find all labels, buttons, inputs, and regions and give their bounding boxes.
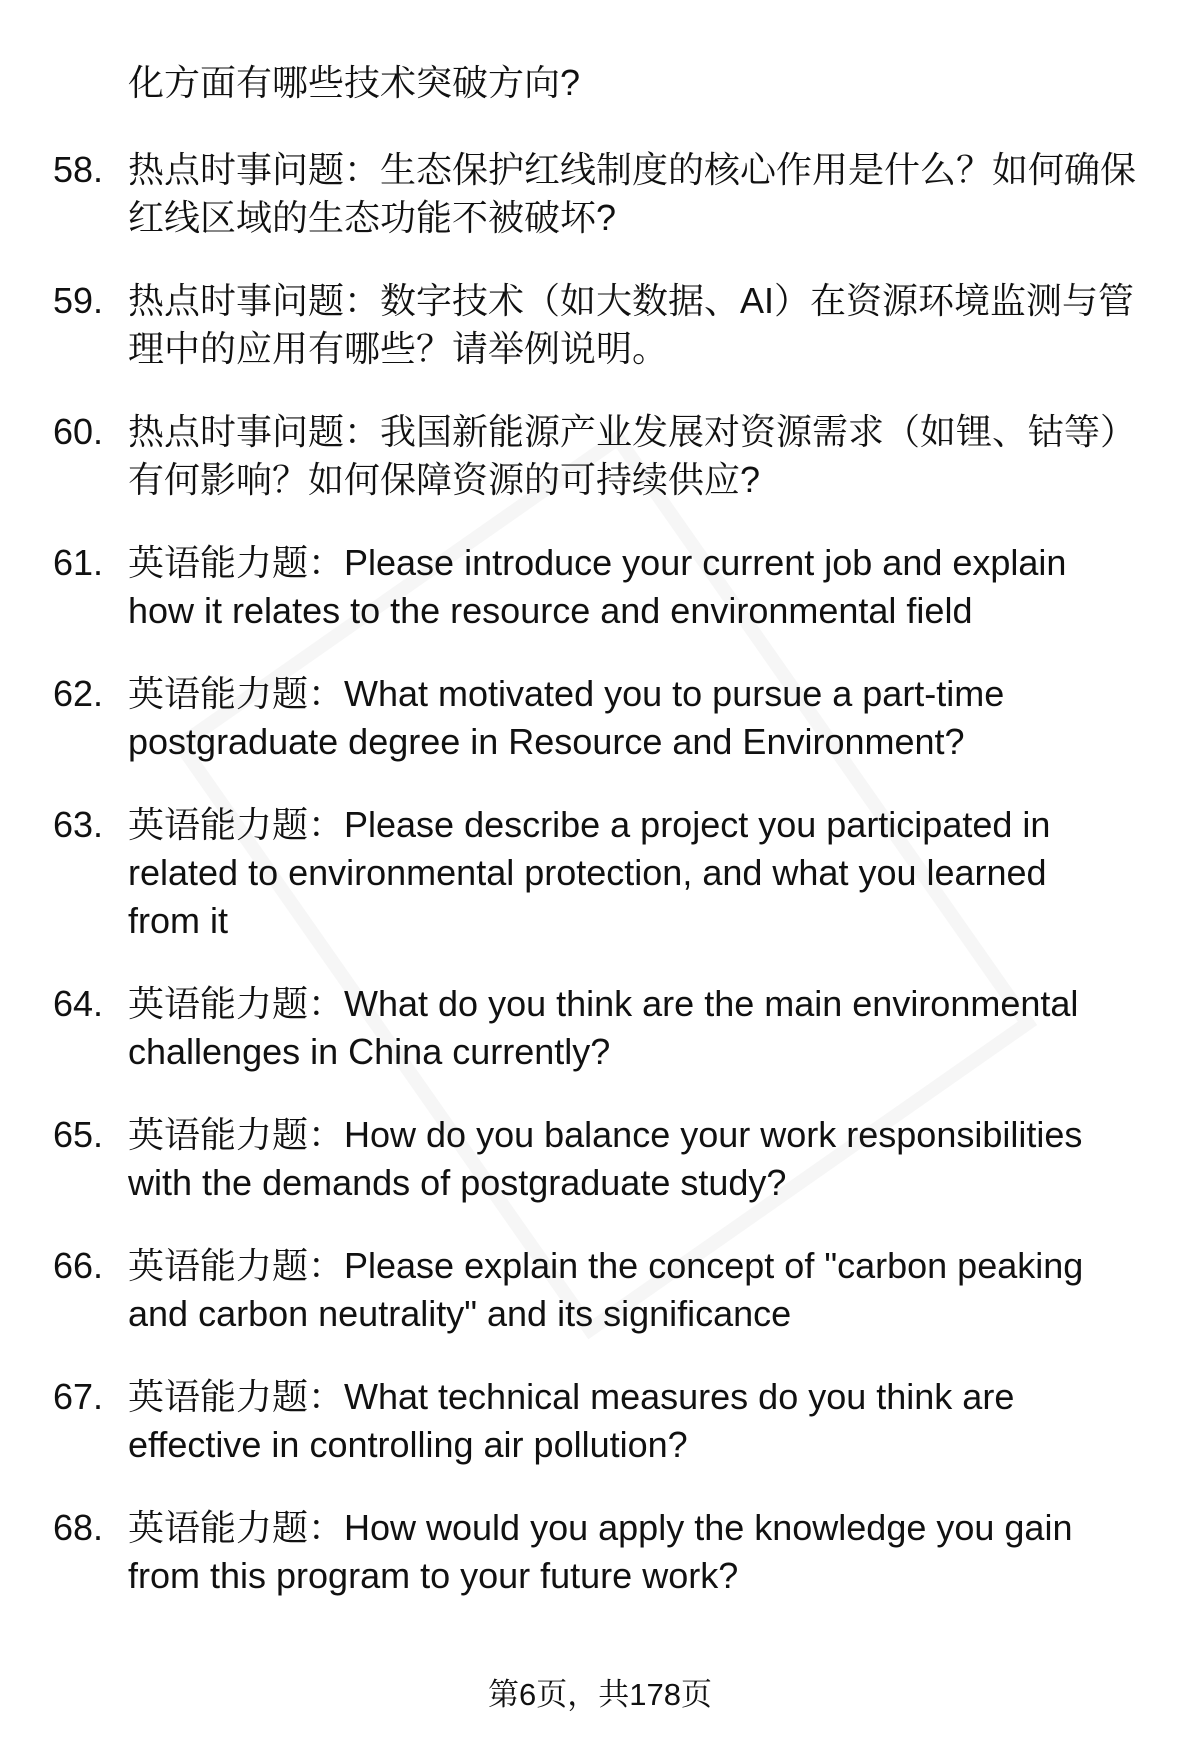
question-line: 热点时事问题：我国新能源产业发展对资源需求（如锂、钴等） (128, 411, 1137, 452)
question-line: related to environmental protection, and what you learned (128, 852, 1047, 893)
question-number: 68. (53, 1507, 104, 1548)
question-line: 热点时事问题：生态保护红线制度的核心作用是什么？如何确保 (128, 149, 1137, 190)
question-line: 红线区域的生态功能不被破坏? (128, 197, 617, 238)
question-line: 英语能力题：Please describe a project you participated in (128, 804, 1051, 845)
question-item (0, 277, 1200, 373)
question-number: 63. (53, 804, 104, 845)
question-item (0, 408, 1200, 504)
question-item (0, 980, 1200, 1076)
question-number: 62. (53, 673, 104, 714)
question-item (0, 801, 1200, 945)
question-number: 59. (53, 280, 104, 321)
question-line: 英语能力题：How do you balance your work responsibilities (128, 1114, 1083, 1155)
question-item (0, 670, 1200, 766)
question-line: from this program to your future work? (128, 1555, 739, 1596)
question-line: postgraduate degree in Resource and Environment? (128, 721, 965, 762)
question-line: 有何影响？如何保障资源的可持续供应? (128, 459, 761, 500)
question-number: 66. (53, 1245, 104, 1286)
question-line: 英语能力题：What do you think are the main environmental (128, 983, 1079, 1024)
question-line: how it relates to the resource and environmental field (128, 590, 973, 631)
question-line: 热点时事问题：数字技术（如大数据、AI）在资源环境监测与管 (128, 280, 1135, 321)
question-number: 67. (53, 1376, 104, 1417)
question-line: 化方面有哪些技术突破方向? (128, 62, 581, 103)
question-item (0, 539, 1200, 635)
question-number: 64. (53, 983, 104, 1024)
question-number: 61. (53, 542, 104, 583)
question-line: and carbon neutrality" and its significance (128, 1293, 792, 1334)
question-line: 英语能力题：What motivated you to pursue a part-time (128, 673, 1005, 714)
document-page (0, 59, 1200, 1635)
question-item (0, 146, 1200, 242)
page-footer: 第6页，共178页 (488, 1677, 712, 1712)
question-line: 理中的应用有哪些？请举例说明。 (128, 328, 669, 369)
question-line: with the demands of postgraduate study? (128, 1162, 787, 1203)
question-item (0, 1373, 1200, 1469)
question-line: 英语能力题：What technical measures do you think are (128, 1376, 1015, 1417)
question-item (0, 1111, 1200, 1207)
question-line: effective in controlling air pollution? (128, 1424, 688, 1465)
question-item (0, 1504, 1200, 1600)
question-number: 60. (53, 411, 104, 452)
question-line: from it (128, 900, 229, 941)
question-line: 英语能力题：Please explain the concept of "carbon peaking (128, 1245, 1084, 1286)
question-number: 65. (53, 1114, 104, 1155)
question-item (0, 1242, 1200, 1338)
question-number: 58. (53, 149, 104, 190)
question-line: challenges in China currently? (128, 1031, 611, 1072)
question-line: 英语能力题：Please introduce your current job and explain (128, 542, 1067, 583)
question-line: 英语能力题：How would you apply the knowledge you gain (128, 1507, 1073, 1548)
continued-question (0, 59, 1200, 107)
question-list (0, 146, 1200, 1600)
